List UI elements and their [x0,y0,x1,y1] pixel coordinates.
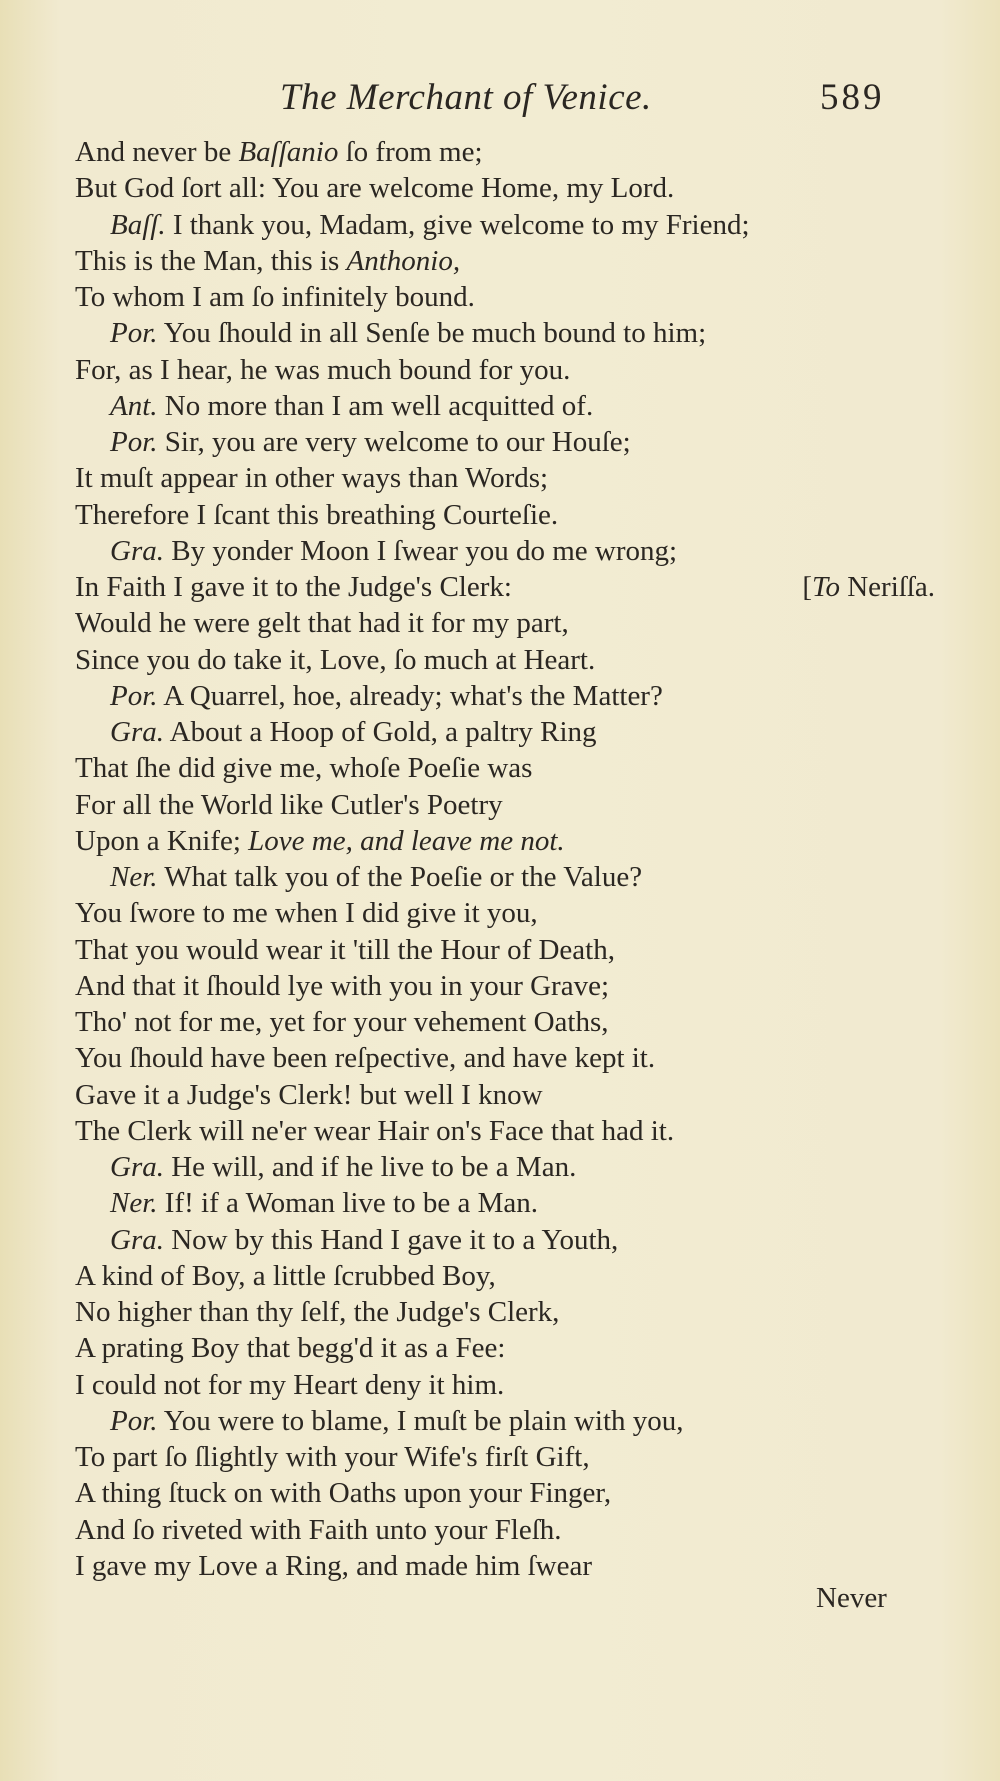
verse-line: For, as I hear, he was much bound for you. [75,353,571,386]
verse-line: I gave my Love a Ring, and made him ſwear [75,1549,593,1582]
verse-line: In Faith I gave it to the Judge's Clerk: [To Neriſſa. [75,569,935,605]
speech-line: Ner. If! if a Woman live to be a Man. [110,1187,539,1220]
verse-line: That ſhe did give me, whoſe Poeſie was [75,752,533,785]
play-text [75,134,935,1584]
running-head: The Merchant of Venice. [280,77,652,118]
verse-line: And ſo riveted with Faith unto your Fleſh. [75,1513,562,1546]
speaker-name: Por. [110,1404,158,1437]
verse-line: A kind of Boy, a little ſcrubbed Boy, [75,1259,496,1292]
speaker-name: Gra. [110,1151,164,1183]
verse-line: I could not for my Heart deny it him. [75,1368,505,1401]
catchword: Never [816,1582,887,1614]
verse-line: You ſwore to me when I did give it you, [75,897,538,930]
verse-line: This is the Man, this is Anthonio, [75,244,461,277]
speech-line: Ner. What talk you of the Poeſie or the Value? [110,861,643,893]
speech-line: Gra. By yonder Moon I ſwear you do me wrong; [110,534,678,567]
speaker-name: Por. [110,426,158,458]
speech-line: Por. You were to blame, I muſt be plain with you, [110,1404,684,1437]
verse-line: You ſhould have been reſpective, and have kept it. [75,1042,656,1075]
speech-line: Gra. Now by this Hand I gave it to a Youth, [110,1223,619,1256]
verse-line: Since you do take it, Love, ſo much at Heart. [75,643,596,676]
speaker-name: Ant. [110,389,158,422]
speech-line: Gra. About a Hoop of Gold, a paltry Ring [110,716,597,748]
speaker-name: Gra. [110,534,164,567]
speaker-name: Ner. [110,1187,158,1220]
verse-line: Tho' not for me, yet for your vehement Oaths, [75,1006,609,1038]
speech-line: Por. Sir, you are very welcome to our Houſe; [110,426,631,458]
page-number: 589 [820,77,885,118]
verse-line: For all the World like Cutler's Poetry [75,788,503,821]
speech-line: Por. A Quarrel, hoe, already; what's the Matter? [110,679,663,712]
verse-line: To part ſo ſlightly with your Wife's firſt Gift, [75,1441,590,1473]
verse-line: The Clerk will ne'er wear Hair on's Face that had it. [75,1114,675,1147]
speech-line: Gra. He will, and if he live to be a Man. [110,1151,577,1183]
verse-line: But God ſort all: You are welcome Home, my Lord. [75,172,675,205]
verse-line: It muſt appear in other ways than Words; [75,462,549,495]
verse-line: To whom I am ſo infinitely bound. [75,281,475,313]
verse-line: A thing ſtuck on with Oaths upon your Finger, [75,1477,612,1510]
speaker-name: Baſſ. [110,208,166,241]
verse-line: Therefore I ſcant this breathing Courteſie. [75,498,559,531]
speaker-name: Por. [110,679,158,712]
verse-line: And that it ſhould lye with you in your Grave; [75,969,610,1002]
speaker-name: Gra. [110,716,164,748]
speech-line: Ant. No more than I am well acquitted of. [110,389,594,422]
speaker-name: Ner. [110,861,158,893]
verse-line: Would he were gelt that had it for my part, [75,607,569,640]
verse-line: Gave it a Judge's Clerk! but well I know [75,1078,543,1111]
verse-line: That you would wear it 'till the Hour of Death, [75,933,615,966]
speech-line: Por. You ſhould in all Senſe be much bound to him; [110,317,707,350]
verse-line: A prating Boy that begg'd it as a Fee: [75,1332,506,1365]
speech-line: Baſſ. I thank you, Madam, give welcome to my Friend; [110,208,750,241]
page-header [0,70,1000,130]
speaker-name: Por. [110,317,158,350]
speaker-name: Gra. [110,1223,164,1256]
verse-line: And never be Baſſanio ſo from me; [75,136,483,168]
stage-direction: [To Neriſſa. [802,571,935,603]
verse-line: No higher than thy ſelf, the Judge's Clerk, [75,1296,560,1328]
verse-line: Upon a Knife; Love me, and leave me not. [75,824,565,857]
